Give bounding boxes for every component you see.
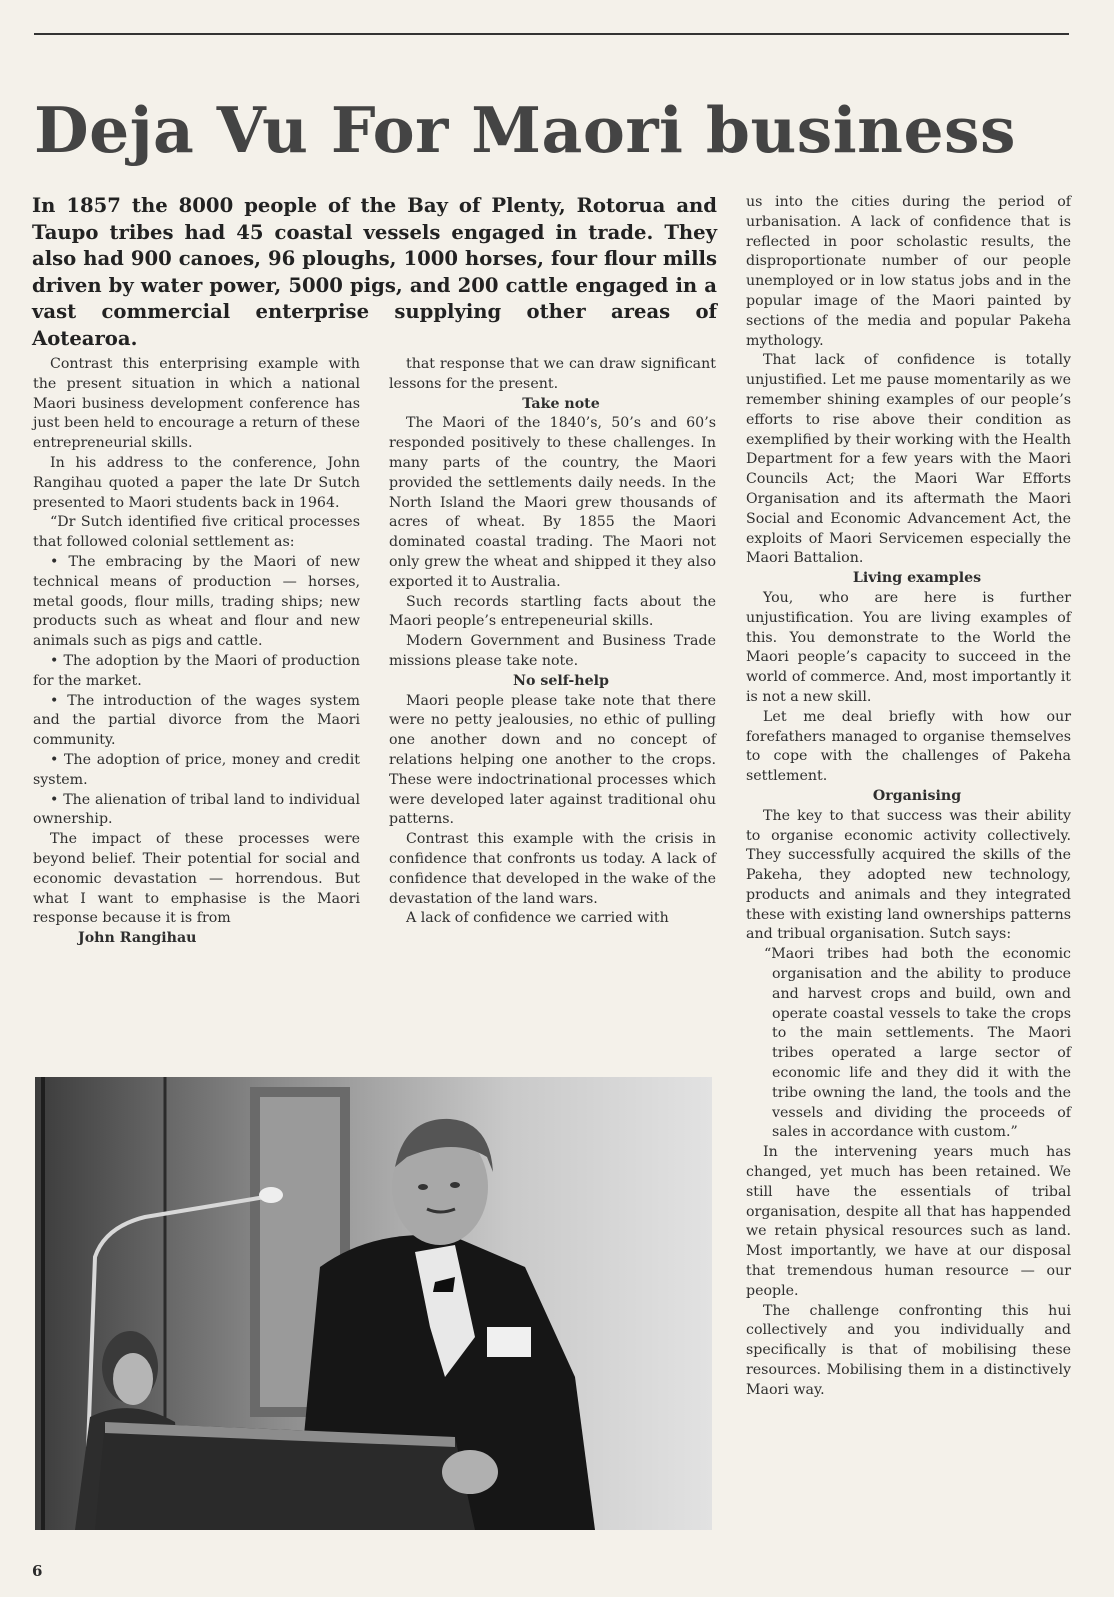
body-paragraph: “Dr Sutch identified five critical processes that followed colonial settlement as: — [33, 514, 360, 551]
body-paragraph: The Maori of the 1840’s, 50’s and 60’s responded positively to these challenges. In many parts of the country, the Maori provided the settlements daily needs. In the North Island the Maori grew thousands of acres of wheat. By 1855 the Maori dominated coastal trading. The Maori not only grew the wheat and shipped it they also exported it to Australia. — [389, 415, 716, 590]
lead-paragraph: In 1857 the 8000 people of the Bay of Plenty, Rotorua and Taupo tribes had 45 coastal vessels engaged in trade. They also had 900 canoes, 96 ploughs, 1000 horses, four flour mills driven by water power, 5000 pigs, and 200 cattle engaged in a vast commercial enterprise supplying other areas of Aotearoa. — [32, 194, 717, 350]
subheading-no-self-help: No self-help — [513, 672, 609, 689]
bullet-item: • The introduction of the wages system and the partial divorce from the Maori community. — [33, 692, 360, 749]
body-paragraph: The impact of these processes were beyond belief. Their potential for social and economic devastation — horrendous. But what I want to emphasise is the Maori response because it is from — [33, 831, 360, 927]
page-number: 6 — [32, 1562, 43, 1580]
body-paragraph: Such records startling facts about the Maori people’s entrepeneurial skills. — [389, 593, 716, 630]
photo-caption: John Rangihau — [78, 930, 197, 947]
body-paragraph: The key to that success was their ability to organise economic activity collectively. They successfully acquired the skills of the Pakeha, they adopted new technology, products and animals and they integrated these with existing land ownerships patterns and tribual organisation. Sutch says: — [746, 807, 1071, 943]
faded-background-text — [740, 50, 1080, 180]
body-paragraph: In the intervening years much has changed, yet much has been retained. We still have the essentials of tribal organisation, despite all that has happended we retain physical resources such as land. Most importantly, we have at our disposal that tremendous human resource — our people. — [746, 1144, 1071, 1299]
body-paragraph: Maori people please take note that there were no petty jealousies, no ethic of pulling one another down and no concept of relations helping one another to the crops. These were indoctrinational processes which were developed later against traditional ohu patterns. — [389, 692, 716, 828]
bullet-item: • The embracing by the Maori of new technical means of production — horses, metal goods, flour mills, trading ships; new products such as wheat and flour and new animals such as pigs and cattle. — [33, 553, 360, 650]
body-paragraph: That lack of confidence is totally unjustified. Let me pause momentarily as we remember shining examples of our people’s efforts to rise above their condition as exemplified by their working with the Health Department for a few years with the Maori Councils Act; the Maori War Efforts Organisation and its aftermath the Maori Social and Economic Advancement Act, the exploits of Maori Servicemen especially the Maori Battalion. — [746, 352, 1071, 567]
bullet-item: • The adoption by the Maori of production for the market. — [33, 652, 360, 689]
top-rule — [34, 33, 1069, 35]
bullet-item: • The adoption of price, money and credit system. — [33, 751, 360, 788]
column-1 — [33, 355, 360, 949]
column-3 — [746, 193, 1071, 1401]
block-quote: “Maori tribes had both the economic organisation and the ability to produce and harvest crops and build, own and operate coastal vessels to take the crops to the main settlements. The Maori tribes operated a large sector of economic life and they did it with the tribe owning the land, the tools and the vessels and dividing the proceeds of sales in accordance with custom.” — [764, 946, 1071, 1141]
column-2 — [389, 355, 716, 929]
body-paragraph: Contrast this example with the crisis in confidence that confronts us today. A lack of confidence that developed in the wake of the devastation of the land wars. — [389, 831, 716, 907]
subheading-take-note: Take note — [522, 395, 600, 412]
body-paragraph: The challenge confronting this hui collectively and you individually and specifically is that of mobilising these resources. Mobilising them in a distinctively Maori way. — [746, 1302, 1071, 1398]
speaker-photo — [35, 1077, 712, 1530]
body-paragraph: Contrast this enterprising example with the present situation in which a national Maori business development conference has just been held to encourage a return of these entrepreneurial skills. — [33, 356, 360, 452]
subheading-organising: Organising — [872, 787, 962, 804]
body-paragraph: In his address to the conference, John Rangihau quoted a paper the late Dr Sutch presented to Maori students back in 1964. — [33, 454, 360, 511]
photo-illustration — [35, 1077, 712, 1530]
bullet-item: • The alienation of tribal land to individual ownership. — [33, 791, 360, 828]
body-paragraph: us into the cities during the period of urbanisation. A lack of confidence that is reflected in poor scholastic results, the disproportionate number of our people unemployed or in low status jobs and in the popular image of the Maori painted by sections of the media and popular Pakeha mythology. — [746, 194, 1071, 349]
body-paragraph: that response that we can draw significant lessons for the present. — [389, 356, 716, 392]
subheading-living-examples: Living examples — [852, 570, 982, 587]
body-paragraph: Let me deal briefly with how our forefathers managed to organise themselves to cope with the challenges of Pakeha settlement. — [746, 708, 1071, 785]
body-paragraph: A lack of confidence we carried with — [406, 910, 669, 927]
body-paragraph: Modern Government and Business Trade missions please take note. — [389, 633, 716, 669]
body-paragraph: You, who are here is further unjustification. You are living examples of this. You demonstrate to the World the Maori people’s capacity to succeed in the world of commerce. And, most importantly it is not a new skill. — [746, 589, 1071, 705]
headline: Deja Vu For Maori business — [34, 93, 1016, 167]
